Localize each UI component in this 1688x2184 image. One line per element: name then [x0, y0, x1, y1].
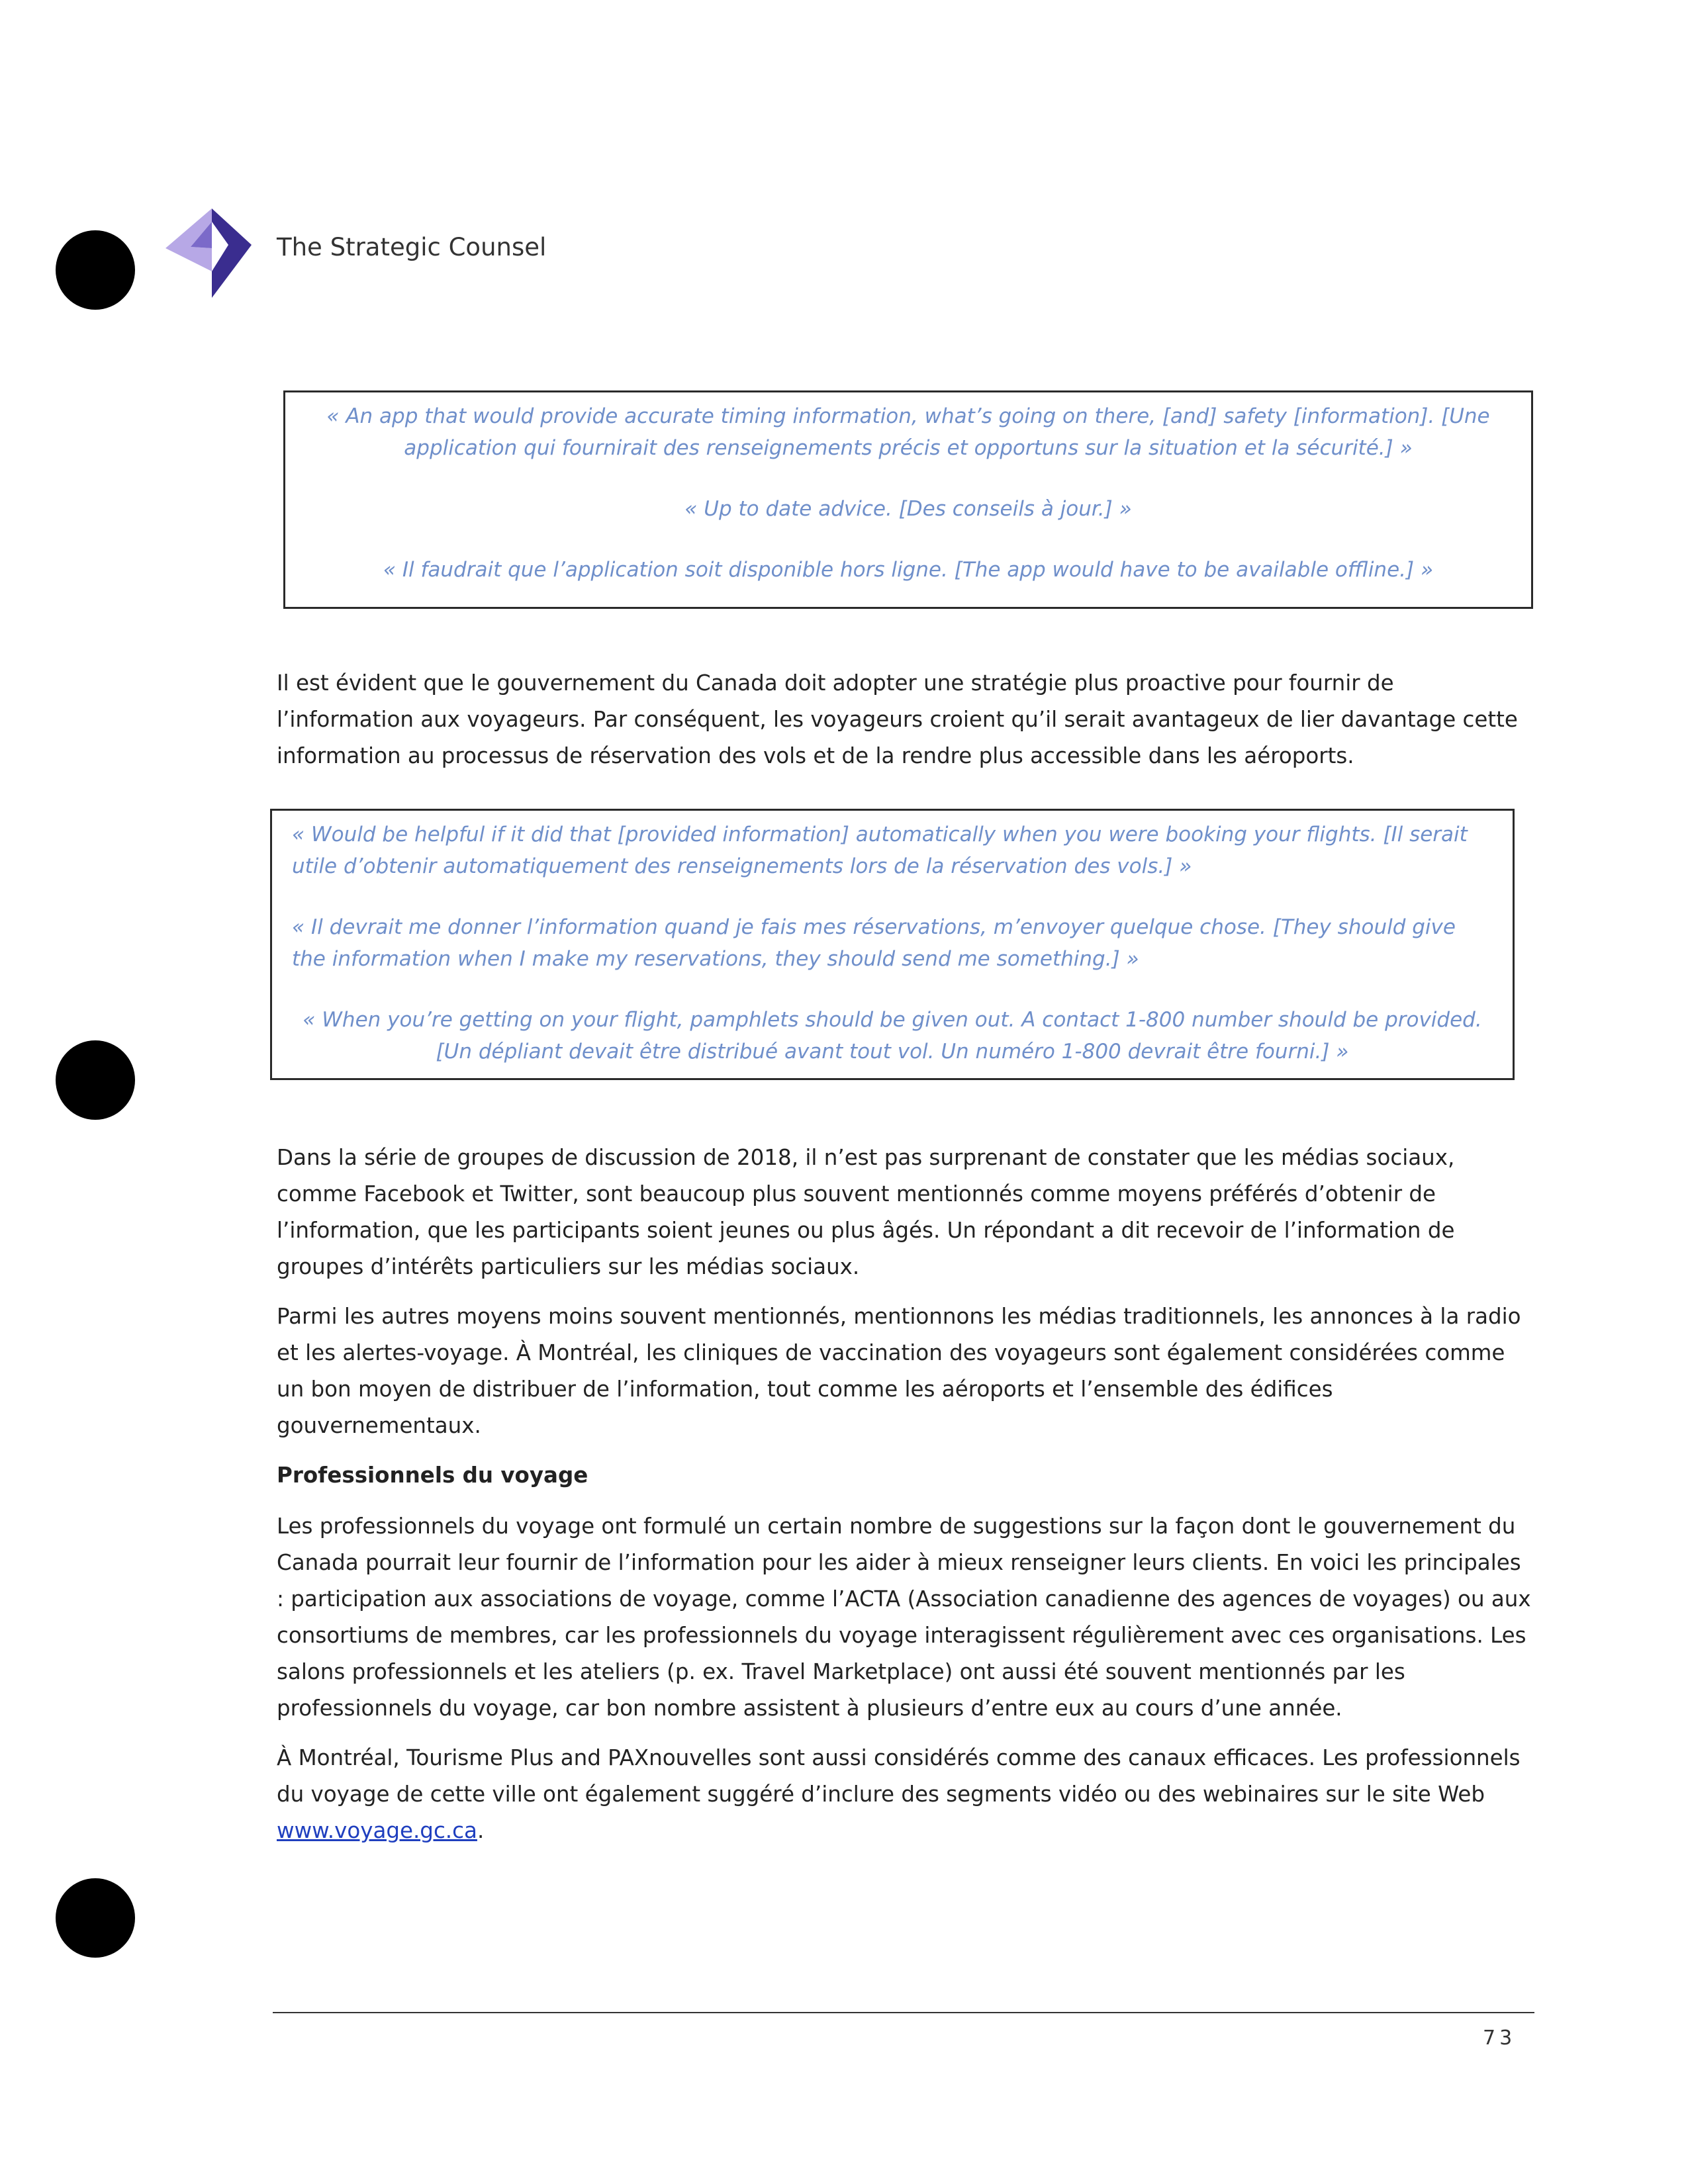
strategic-counsel-logo-icon: [165, 208, 252, 298]
body-section-1: [277, 665, 1534, 788]
quote-2-2: « Il devrait me donner l’information quand je fais mes réservations, m’envoyer quelque chose. [They should give the information when I make my reservations, they should send me something.] »: [292, 915, 1456, 971]
paragraph-5-text: À Montréal, Tourisme Plus and PAXnouvelles sont aussi considérés comme des canaux efficaces. Les professionnels du voyage de cette ville ont également suggéré d’inclure des segments vidéo ou des webinaires sur le site Web: [277, 1745, 1521, 1807]
company-name: The Strategic Counsel: [277, 233, 547, 261]
binder-hole-bottom: [56, 1878, 135, 1958]
quote-2-1: « Would be helpful if it did that [provided information] automatically when you were booking your flights. [Il serait utile d’obtenir automatiquement des renseignements lors de la réservation des vols.] »: [292, 823, 1468, 878]
binder-hole-middle: [56, 1040, 135, 1120]
paragraph-5: [277, 1740, 1534, 1849]
binder-hole-top: [56, 230, 135, 310]
paragraph-1: Il est évident que le gouvernement du Canada doit adopter une stratégie plus proactive pour fournir de l’information aux voyageurs. Par conséquent, les voyageurs croient qu’il serait avantageux de lier davantage cette information au processus de réservation des vols et de la rendre plus accessible dans les aéroports.: [277, 670, 1518, 768]
paragraph-5-end: .: [477, 1818, 485, 1843]
paragraph-3: Parmi les autres moyens moins souvent mentionnés, mentionnons les médias traditionnels, les annonces à la radio et les alertes-voyage. À Montréal, les cliniques de vaccination des voyageurs sont également considérées comme un bon moyen de distribuer de l’information, tout comme les aéroports et l’ensemble des édifices gouvernementaux.: [277, 1304, 1521, 1438]
quote-2-3: « When you’re getting on your flight, pamphlets should be given out. A contact 1-800 number should be provided. [Un dépliant devait être distribué avant tout vol. Un numéro 1-800 devrait être fourni.] »: [303, 1008, 1482, 1064]
quote-box-2: [270, 809, 1515, 1080]
footer-divider: [273, 2012, 1534, 2013]
paragraph-2: Dans la série de groupes de discussion de 2018, il n’est pas surprenant de constater que les médias sociaux, comme Facebook et Twitter, sont beaucoup plus souvent mentionnés comme moyens préférés d’obtenir de l’information, que les participants soient jeunes ou plus âgés. Un répondant a dit recevoir de l’information de groupes d’intérêts particuliers sur les médias sociaux.: [277, 1145, 1455, 1279]
section-heading: Professionnels du voyage: [277, 1463, 588, 1488]
body-section-2: [277, 1140, 1534, 1862]
quote-box-1: [283, 390, 1533, 609]
paragraph-4: Les professionnels du voyage ont formulé un certain nombre de suggestions sur la façon dont le gouvernement du Canada pourrait leur fournir de l’information pour les aider à mieux renseigner leurs clients. En voici les principales : participation aux associations de voyage, comme l’ACTA (Association canadienne des agences de voyages) ou aux consortiums de membres, car les professionnels du voyage interagissent régulièrement avec ces organisations. Les salons professionnels et les ateliers (p. ex. Travel Marketplace) ont aussi été souvent mentionnés par les professionnels du voyage, car bon nombre assistent à plusieurs d’entre eux au cours d’une année.: [277, 1514, 1531, 1721]
quote-1-2: « Up to date advice. [Des conseils à jour.] »: [684, 497, 1132, 521]
page-number: 73: [1483, 2026, 1517, 2050]
voyage-website-link[interactable]: www.voyage.gc.ca: [277, 1818, 477, 1843]
quote-1-3: « Il faudrait que l’application soit disponible hors ligne. [The app would have to be available offline.] »: [383, 558, 1434, 582]
quote-1-1: « An app that would provide accurate timing information, what’s going on there, [and] safety [information]. [Une application qui fournirait des renseignements précis et opportuns sur la situation et la sécurité.] »: [326, 404, 1490, 460]
